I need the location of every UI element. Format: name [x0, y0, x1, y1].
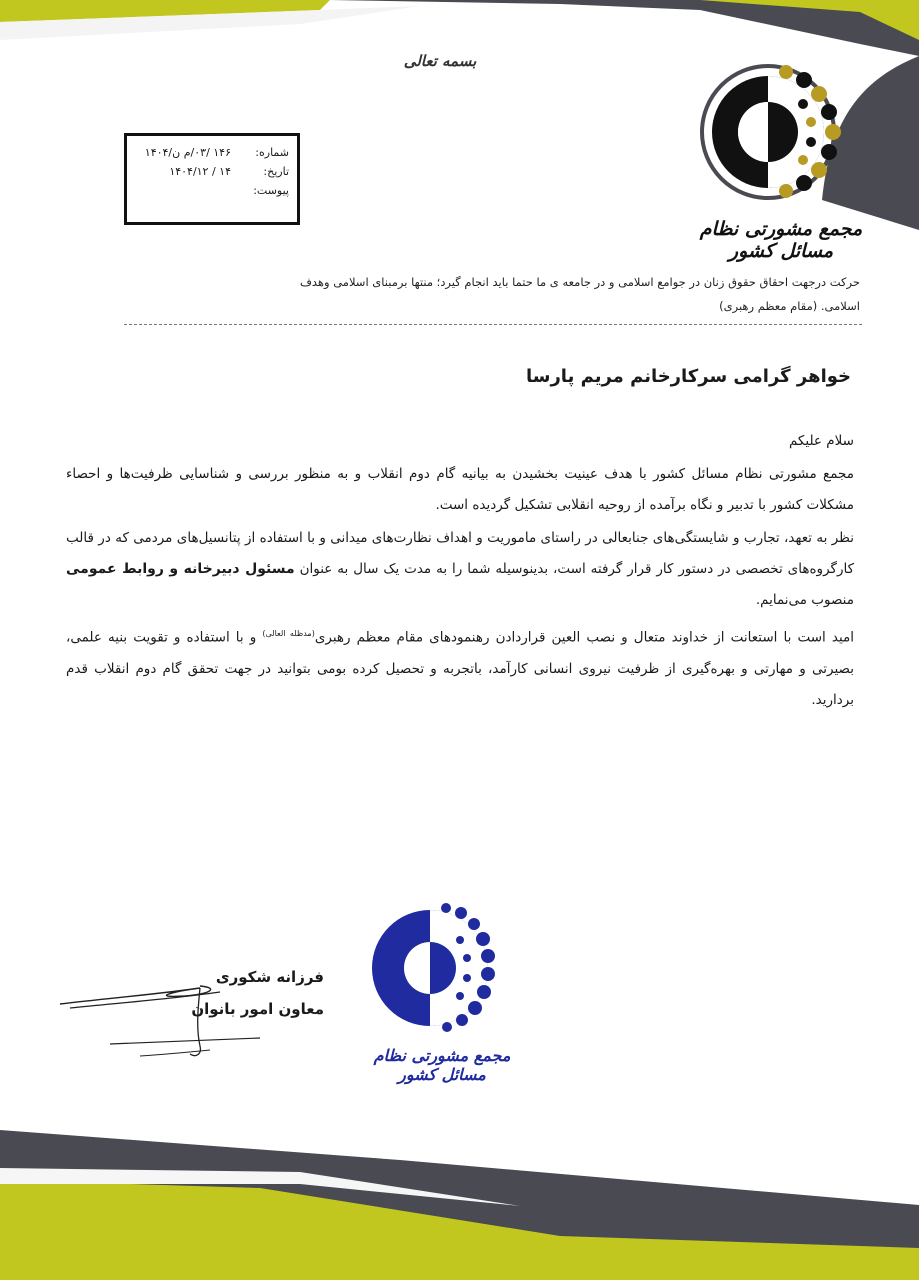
- reference-date-label: تاریخ:: [263, 165, 289, 178]
- bismillah-heading: بسمه تعالی: [403, 52, 477, 70]
- reference-box: [124, 133, 300, 225]
- appointed-position: مسئول دبیرخانه و روابط عمومی: [66, 561, 295, 577]
- header-divider: [124, 324, 862, 325]
- quote-line-2: اسلامی. (مقام معظم رهبری): [719, 299, 860, 313]
- paragraph-3-end: و با استفاده و تقویت بنیه علمی، بصیرتی و مهارتی و بهره‌گیری از ظرفیت نیروی انسانی کارآمد، باتجربه و تحصیل کرده بومی بتوانید در جهت تحقق گام دوم انقلاب قدم بردارید.: [66, 629, 854, 708]
- signer-title: معاون امور بانوان: [191, 1000, 324, 1018]
- organization-name: مجمع مشورتی نظام مسائل کشور: [699, 218, 863, 262]
- handwritten-signature: [50, 968, 280, 1078]
- letter-paragraph-2: [66, 523, 854, 616]
- reference-date-value: ۱۴ / ۱۴۰۴/۱۲: [169, 165, 231, 178]
- paragraph-2-end: منصوب می‌نمایم.: [755, 592, 854, 608]
- quote-line-1: حرکت درجهت احقاق حقوق زنان در جوامع اسلامی و در جامعه ی ما حتما باید انجام گیرد؛ منتها برمبنای اسلامی وهدف: [299, 275, 860, 289]
- reference-attachment-label: پیوست:: [253, 184, 289, 197]
- letter-salutation: خواهر گرامی سرکارخانم مریم پارسا: [525, 366, 851, 387]
- paragraph-2-start: نظر به تعهد، تجارب و شایستگی‌های جنابعالی در راستای ماموریت و اهداف نظارت‌های میدانی و با استفاده از پتانسیل‌های مردمی که در قالب کارگروه‌های تخصصی در دستور کار قرار گرفته است، بدینوسیله شما را به مدت یک سال به عنوان: [66, 530, 855, 577]
- letter-greeting: سلام علیکم: [788, 433, 854, 449]
- reference-attachment-row: [133, 184, 289, 197]
- stamp-organization-name: مجمع مشورتی نظام مسائل کشور: [373, 1046, 511, 1084]
- letter-paragraph-3: [66, 618, 854, 716]
- paragraph-3-start: امید است با استعانت از خداوند متعال و نصب العین قراردادن رهنمودهای مقام معظم رهبری: [314, 629, 854, 646]
- signer-name: فرزانه شکوری: [215, 968, 324, 986]
- reference-number-label: شماره:: [255, 146, 289, 159]
- reference-number-value: ۱۴۶ /۰۳/م ن/۱۴۰۴: [144, 146, 231, 159]
- honorific-superscript: (مدظله العالی): [262, 629, 315, 638]
- leader-quote: [120, 270, 860, 318]
- letter-body: [66, 426, 854, 718]
- letter-paragraph-1: مجمع مشورتی نظام مسائل کشور با هدف عینیت بخشیدن به بیانیه گام دوم انقلاب و به منظور بررسی و شناسایی ظرفیت‌ها و احصاء مشکلات کشور با تدبیر و نگاه برآمده از روحیه انقلابی تشکیل گردیده است.: [66, 466, 854, 513]
- reference-number-row: [133, 146, 289, 159]
- reference-date-row: [133, 165, 289, 178]
